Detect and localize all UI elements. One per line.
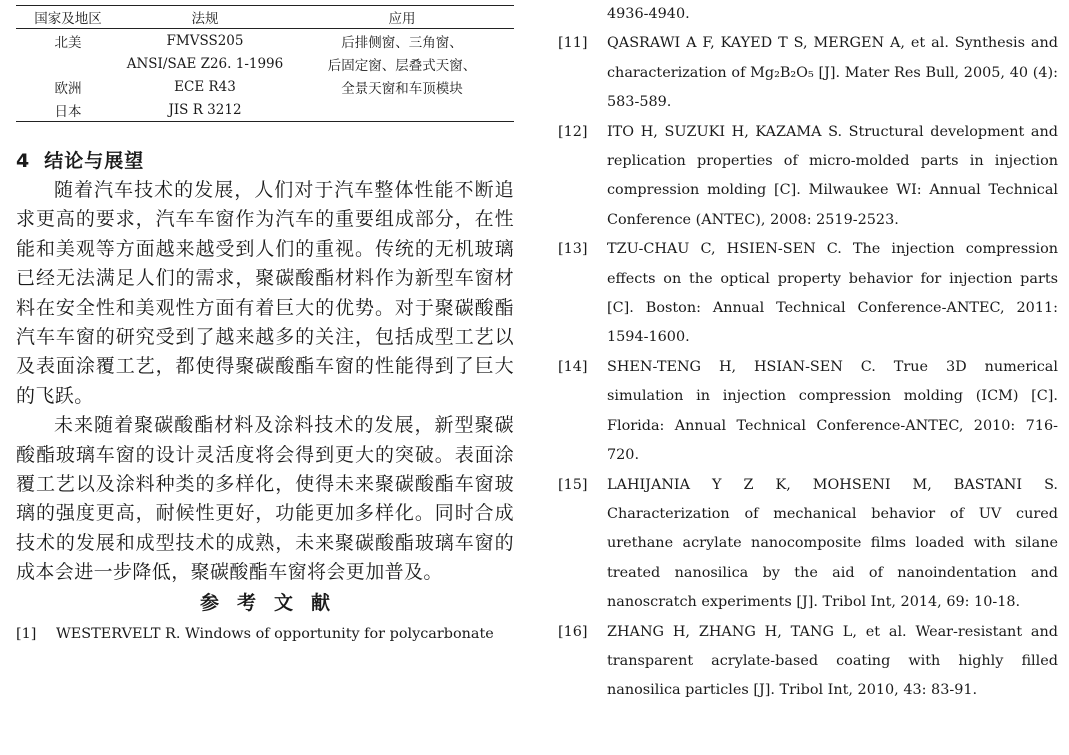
table-row	[16, 52, 514, 75]
right-column	[558, 0, 1058, 706]
reference-number: [15]	[558, 476, 588, 493]
regulations-table	[16, 5, 514, 122]
body-paragraph: 随着汽车技术的发展，人们对于汽车整体性能不断追求更高的要求，汽车车窗作为汽车的重要组成部分，在性能和美观等方面越来越受到人们的重视。传统的无机玻璃已经无法满足人们的需求，聚碳酸酯材料作为新型车窗材料在安全性和美观性方面有着巨大的优势。对于聚碳酸酯汽车车窗的研究受到了越来越多的关注，包括成型工艺以及表面涂覆工艺，都使得聚碳酸酯车窗的性能得到了巨大的飞跃。	[16, 179, 514, 407]
reference-item	[558, 471, 1058, 618]
reference-text: TZU-CHAU C, HSIEN-SEN C. The injection compression effects on the optical property behavior for injection parts [C]. Boston: Annual Technical Conference-ANTEC, 2011: 1594-1600.	[607, 241, 1058, 346]
reference-text: QASRAWI A F, KAYED T S, MERGEN A, et al. Synthesis and characterization of Mg₂B₂O₅ [J]. Mater Res Bull, 2005, 40 (4): 583-589.	[607, 35, 1058, 111]
references-heading: 参考文献	[199, 591, 348, 614]
table-header-row	[16, 6, 514, 29]
table-row	[16, 29, 514, 53]
reference-text: ITO H, SUZUKI H, KAZAMA S. Structural development and replication properties of micro-molded parts in injection compression molding [C]. Milwaukee WI: Annual Technical Conference (ANTEC), 2008: 2519-2523.	[607, 123, 1058, 228]
section-heading	[16, 146, 514, 176]
table-cell-application: 后排侧窗、三角窗、	[341, 34, 463, 51]
reference-text: SHEN-TENG H, HSIAN-SEN C. True 3D numerical simulation in injection compression molding (ICM) [C]. Florida: Annual Technical Conference-ANTEC, 2010: 716-720.	[607, 358, 1058, 464]
reference-number: [14]	[558, 358, 588, 375]
table-row	[16, 75, 514, 98]
table-row	[16, 98, 514, 122]
reference-number: [1]	[16, 625, 37, 642]
table-cell-region: 欧洲	[54, 80, 82, 97]
reference-item	[558, 618, 1058, 706]
reference-item	[558, 353, 1058, 471]
reference-number: [12]	[558, 123, 588, 140]
table-cell-regulation: JIS R 3212	[120, 98, 290, 122]
section-number: 4	[16, 150, 31, 172]
left-column	[16, 0, 514, 649]
table-cell-regulation: FMVSS205	[166, 32, 244, 49]
table-cell-regulation: ECE R43	[174, 78, 236, 95]
reference-continuation: 4936-4940.	[607, 6, 690, 22]
table-header-cell: 法规	[120, 6, 290, 29]
reference-item	[558, 118, 1058, 236]
table-cell-region	[16, 52, 120, 75]
table-header-cell: 应用	[290, 6, 514, 29]
reference-text: LAHIJANIA Y Z K, MOHSENI M, BASTANI S. Characterization of mechanical behavior of UV cured urethane acrylate nanocomposite films loaded with silane treated nanosilica by the aid of nanoindentation and nanoscratch experiments [J]. Tribol Int, 2014, 69: 10-18.	[607, 476, 1058, 611]
table-header-cell: 国家及地区	[16, 6, 120, 29]
section-title: 结论与展望	[44, 150, 145, 172]
reference-text: WESTERVELT R. Windows of opportunity for polycarbonate	[56, 625, 494, 642]
table-cell-application	[290, 98, 514, 122]
table-cell-regulation: ANSI/SAE Z26. 1-1996	[126, 55, 284, 72]
reference-number: [13]	[558, 241, 588, 258]
table-cell-region: 日本	[16, 98, 120, 122]
reference-number: [16]	[558, 623, 588, 640]
reference-item	[16, 620, 514, 649]
reference-item	[558, 235, 1058, 353]
table-cell-application: 后固定窗、层叠式天窗、	[327, 57, 477, 74]
reference-item	[558, 29, 1058, 117]
table-cell-region: 北美	[54, 34, 82, 51]
reference-number: [11]	[558, 35, 588, 52]
reference-text: ZHANG H, ZHANG H, TANG L, et al. Wear-resistant and transparent acrylate-based coating with highly filled nanosilica particles [J]. Tribol Int, 2010, 43: 83-91.	[607, 623, 1058, 699]
body-paragraph: 未来随着聚碳酸酯材料及涂料技术的发展，新型聚碳酸酯玻璃车窗的设计灵活度将会得到更大的突破。表面涂覆工艺以及涂料种类的多样化，使得未来聚碳酸酯车窗玻璃的强度更高，耐候性更好，功能更加多样化。同时合成技术的发展和成型技术的成熟，未来聚碳酸酯玻璃车窗的成本会进一步降低，聚碳酸酯车窗将会更加普及。	[16, 414, 514, 584]
table-cell-application: 全景天窗和车顶模块	[341, 80, 463, 97]
